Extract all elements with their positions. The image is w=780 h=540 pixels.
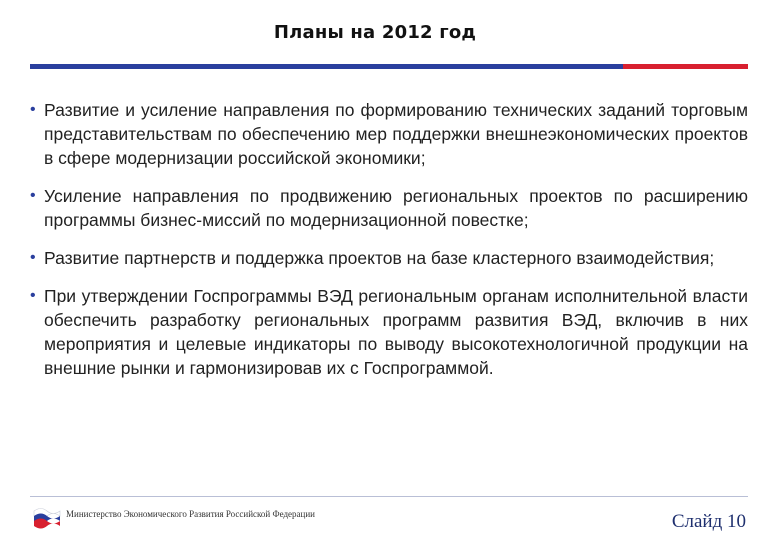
bullet-text: Развитие партнерств и поддержка проектов на базе кластерного взаимодействия; [44,248,715,268]
bullet-marker: • [30,101,36,118]
bullet-text: При утверждении Госпрограммы ВЭД региональным органам исполнительной власти обеспечить разработку региональных программ развития ВЭД, включив в них мероприятия и целевые индикаторы по выводу высокотехнологичной продукции на внешние рынки и гармонизировав их с Госпрограммой. [44,286,748,378]
footer-organization: Министерство Экономического Развития Российской Федерации [66,509,315,519]
slide-number: Слайд 10 [671,511,746,532]
title-divider-red [623,64,748,69]
bullet-marker: • [30,249,36,266]
footer-divider [30,496,748,497]
bullet-text: Развитие и усиление направления по формированию технических заданий торговым представительствам по обеспечению мер поддержки внешнеэкономических проектов в сфере модернизации российской экономики; [44,100,748,168]
title-divider-blue [30,64,623,69]
bullet-item [30,184,748,232]
bullet-text: Усиление направления по продвижению региональных проектов по расширению программы бизнес-миссий по модернизационной повестке; [44,186,748,230]
russian-flag-icon [32,505,62,529]
bullet-list [30,98,748,394]
bullet-marker: • [30,287,36,304]
title-divider [30,64,748,69]
bullet-item [30,246,748,270]
bullet-marker: • [30,187,36,204]
slide-title: Планы на 2012 год [273,22,477,43]
bullet-item [30,98,748,170]
bullet-item [30,284,748,380]
